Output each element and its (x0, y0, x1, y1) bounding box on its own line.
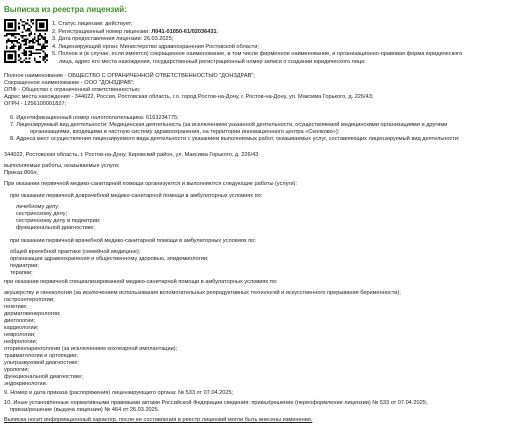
item-number: 4. (52, 43, 57, 50)
item-text: Статус лицензии: действует; (58, 21, 133, 27)
item-number: 1. (52, 21, 57, 27)
summary-item (52, 44, 512, 51)
detail-inn (4, 115, 514, 122)
order-number: 9. Номер и дата приказа (распоряжения) лицензирующего органа: № 533 от 07.04.2025; (4, 390, 234, 396)
summary-item (52, 51, 512, 58)
service-item: гастроэнтерологии; (4, 297, 55, 303)
group-physician (4, 238, 514, 277)
service-item: общей врачебной практике (семейной медицине); (10, 249, 141, 255)
org-block (4, 73, 514, 108)
detail-activity (4, 122, 514, 129)
service-item: дерматовенерологии; (4, 311, 61, 317)
service-item: педиатрии; (10, 263, 39, 269)
service-item: функциональной диагностике; (4, 374, 83, 380)
org-address: Адрес места нахождения - 344022, Россия, Ростовская область, г.о. город Ростов-на-Дону, г. Ростов-на-Дону, ул. Максима Горького, д. 226/43; (4, 94, 374, 100)
service-item: кардиологии; (4, 325, 39, 331)
group-heading: при оказании первичной врачебной медико-санитарной помощи в амбулаторных условиях по: (10, 238, 256, 244)
order-label: Приказ 866н; (4, 170, 38, 176)
service-item: урологии; (4, 367, 30, 373)
group-heading: при оказании первичной доврачебной медико-санитарной помощи в амбулаторных условиях по: (10, 193, 263, 199)
service-item: генетике; (4, 304, 28, 310)
item-text: Идентификационный номер налогоплательщика: 6163234775; (16, 115, 179, 121)
item-number: 8. (10, 136, 15, 142)
disclaimer-notice: Выписка носит информационный характер, после ее составления в реестр лицензий могли быть внесены изменения. (4, 417, 313, 423)
specialized-items (4, 290, 514, 388)
org-opf: ОПФ - Общество с ограниченной ответственностью; (4, 87, 141, 93)
other-info: 10. Иные установленные нормативными правовыми актами Российской Федерации сведения: приказ/решение (переоформление лицензии) № 533 от 07.04.2025; (4, 400, 428, 406)
service-item: травматологии и ортопедии; (4, 353, 78, 359)
service-item: акушерству и гинекологии (за исключением использования вспомогательных репродуктивных технологий и искусственного прерывания беременности); (4, 290, 401, 296)
qr-code-icon (4, 19, 48, 63)
org-short-name: Сокращенное наименование - ООО "ДОНЗДРАВ"; (4, 80, 135, 86)
service-item: нефрологии; (4, 339, 38, 345)
org-ogrn: ОГРН - 1256100001827; (4, 101, 67, 107)
details-block (4, 115, 514, 143)
service-item: организации здравоохранения и общественному здоровью, эпидемиологии; (10, 256, 209, 262)
service-item: терапии; (10, 270, 33, 276)
service-item: эндокринологии. (4, 381, 48, 387)
group-heading: при оказании первичной специализированной медико-санитарной помощи в амбулаторных условиях по: (4, 279, 278, 285)
summary-list (52, 21, 512, 66)
item-text: Лицензирующий орган: Министерство здравоохранения Ростовской области; (58, 43, 259, 50)
footer-block (4, 390, 514, 424)
item-text: Дата предоставления лицензии: 26.03.2025; (58, 36, 174, 42)
service-item: сестринскому делу в педиатрии; (16, 218, 101, 224)
item-text: Полное и (в случае, если имеется) сокращенное наименование, в том числе фирменное наименование, и организационно-правовая форма юридического (58, 51, 463, 57)
service-item: функциональной диагностике; (16, 225, 95, 231)
place-address: 344022, Ростовская область, г. Ростов-на-Дону, Кировский район, ул. Максима Горького, д. 226/43 (4, 152, 259, 158)
group-prehospital (4, 193, 514, 232)
summary-item (52, 21, 512, 28)
item-text: лица, адрес его места нахождения, государственный регистрационный номер записи о создании юридического лица: (59, 58, 366, 65)
service-item: лечебному делу; (16, 204, 60, 210)
place-block (4, 152, 514, 188)
license-number: Л041-01050-61/02036431 (151, 28, 217, 35)
item-number: 3. (52, 36, 57, 42)
item-number: 2. (52, 28, 57, 35)
service-item: оториноларингологии (за исключением кохлеарной имплантации); (4, 346, 178, 352)
item-number: 7. (10, 122, 15, 128)
summary-item (52, 59, 512, 66)
summary-item (52, 36, 512, 43)
service-item: неврологии; (4, 332, 36, 338)
service-item: диетологии; (4, 318, 36, 324)
item-tail: ; (216, 28, 219, 35)
summary-item (52, 29, 512, 36)
item-number: 5. (52, 51, 57, 57)
other-info-cont: приказ/решение (выдача лицензии) № 464 от 26.03.2025. (10, 407, 160, 413)
service-item: ультразвуковой диагностике; (4, 360, 80, 366)
item-text: Лицензируемый вид деятельности: Медицинская деятельность (за исключением указанной деятельности, осуществляемой медицинскими организациями и другими (16, 122, 448, 128)
detail-addresses (4, 136, 514, 143)
group-specialized (4, 279, 514, 388)
services-intro: При оказании первичной медико-санитарной помощи организуются и выполняются следующие работы (услуги): (4, 181, 298, 187)
page-title: Выписка из реестра лицензий: (4, 5, 127, 14)
item-number: 6. (10, 115, 15, 121)
item-label: Регистрационный номер лицензии: (58, 28, 152, 35)
org-full-name: Полное наименование - ОБЩЕСТВО С ОГРАНИЧЕННОЙ ОТВЕТСТВЕННОСТЬЮ "ДОНЗДРАВ"; (4, 73, 255, 79)
detail-activity-cont: организациями, входящими в частную систему здравоохранения, на территории инновационного центра «Сколково»); (30, 129, 340, 135)
item-text: Адреса мест осуществления лицензируемого вида деятельности с указанием выполняемых работ, оказываемых услуг, составляющих лицензируемый вид деятельности: (16, 136, 460, 142)
works-label: выполняемые работы, оказываемые услуги: (4, 163, 120, 169)
service-item: сестринскому делу; (16, 211, 68, 217)
